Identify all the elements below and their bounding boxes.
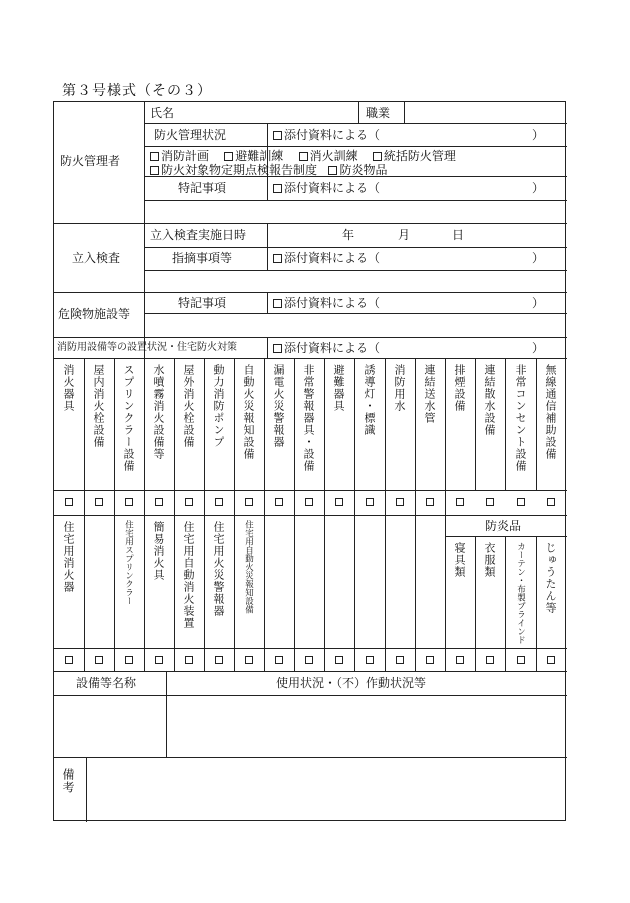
directions-checkbox[interactable]	[273, 254, 282, 263]
flame-retardant-checkbox[interactable]	[328, 166, 337, 175]
attached-directions-text: 添付資料による（	[273, 252, 380, 264]
fire-management-status-label: 防火管理状況	[154, 128, 227, 142]
cb-clothing[interactable]	[486, 656, 494, 664]
year-label: 年	[342, 228, 355, 242]
col-emergency-alarm: 非常警報器具・設備	[302, 364, 315, 472]
attached-checkbox[interactable]	[273, 131, 282, 140]
cb-curtains[interactable]	[517, 656, 525, 664]
cb-leakage-alarm[interactable]	[275, 498, 283, 506]
cb-guide-lights[interactable]	[366, 498, 374, 506]
col-smoke-exhaust: 排煙設備	[453, 364, 466, 412]
plan-label: 消防計画	[161, 149, 210, 163]
equipment-checkbox[interactable]	[273, 344, 282, 353]
col-sprinkler: スプリンクラー設備	[122, 364, 135, 472]
cb-evacuation-tools[interactable]	[335, 498, 343, 506]
attached-special-text: 添付資料による（	[273, 182, 380, 194]
cb-home-1[interactable]	[65, 656, 73, 664]
name-label: 氏名	[150, 106, 175, 120]
col-home-auto-fire-alarm: 住宅用自動火災報知設備	[243, 520, 254, 614]
cb-home-9[interactable]	[305, 656, 313, 664]
extinguish-checkbox[interactable]	[299, 152, 308, 161]
cb-power-pump[interactable]	[215, 498, 223, 506]
extinguish-label: 消火訓練	[309, 149, 358, 163]
col-emergency-outlet: 非常コンセント設備	[514, 364, 527, 472]
hazard-special-label: 特記事項	[178, 296, 227, 310]
equipment-name-label: 設備等名称	[76, 676, 137, 690]
col-simple-extinguisher: 簡易消火具	[152, 521, 165, 581]
hazard-label: 危険物施設等	[58, 307, 131, 321]
cb-carpet[interactable]	[547, 656, 555, 664]
special-notes-label: 特記事項	[178, 181, 227, 195]
col-home-extinguisher: 住宅用消火器	[62, 521, 75, 593]
cb-emergency-alarm[interactable]	[305, 498, 313, 506]
col-home-fire-alarm: 住宅用火災警報器	[212, 521, 225, 617]
cb-connecting-pipe[interactable]	[426, 498, 434, 506]
cb-auto-fire-alarm[interactable]	[245, 498, 253, 506]
job-label: 職業	[366, 106, 391, 120]
remarks-label: 備考	[61, 768, 75, 794]
cb-fire-water[interactable]	[396, 498, 404, 506]
col-connecting-pipe: 連結送水管	[423, 364, 436, 424]
col-outdoor-hydrant: 屋外消火栓設備	[182, 364, 195, 448]
col-clothing: 衣服類	[483, 542, 496, 578]
cb-home-4[interactable]	[155, 656, 163, 664]
flame-retardant-label: 防炎物品	[339, 163, 388, 177]
col-carpet: じゅうたん等	[544, 542, 557, 614]
inspection-report-checkbox[interactable]	[150, 166, 159, 175]
col-radio-comm: 無線通信補助設備	[544, 364, 557, 460]
attached-hazard-text: 添付資料による（	[273, 297, 380, 309]
cb-water-spray[interactable]	[155, 498, 163, 506]
attached-status-text: 添付資料による（	[273, 129, 380, 141]
month-label: 月	[398, 228, 411, 242]
inspection-label: 立入検査	[72, 251, 121, 265]
col-fire-extinguisher: 消火器具	[62, 364, 75, 412]
col-water-spray: 水噴霧消火設備等	[152, 364, 165, 460]
cb-sprinkler[interactable]	[125, 498, 133, 506]
cb-sprinkle-water[interactable]	[486, 498, 494, 506]
cb-home-10[interactable]	[335, 656, 343, 664]
col-home-auto-extinguisher: 住宅用自動消火装置	[182, 521, 195, 629]
cb-home-12[interactable]	[396, 656, 404, 664]
special-checkbox[interactable]	[273, 184, 282, 193]
cb-home-7[interactable]	[245, 656, 253, 664]
integrated-label: 統括防火管理	[383, 149, 456, 163]
hazard-checkbox[interactable]	[273, 299, 282, 308]
form-frame: 防火管理者 氏名 職業 防火管理状況 添付資料による（ ） 消防計画 避難訓練 消火訓練 統括防火管理 防火対象物定期点検報告制度 防炎物品 特記事項 添付資料による（ ） 立入検査 立入検査実施日時 年 月 日 指摘事項等 添付資料による（ ） 危険物施設等 特記事項 添付資料による（ ） 消防用設備等の設置状況・住宅防火対策 添付資料による（ ） 消火器具 屋内消火栓設備 スプリンクラー設備 水噴霧消火設備等 屋外消火栓設備 動力消防ポンプ 自動火災報知設備 漏電火災警報器 非常警報器具・設備 避難器具 誘導灯・標識 消防用水 連結送水管 排煙設備 連結散水設備 非常コンセント設備 無線通信補助設備 住宅用消火器 住宅用スプリンクラー 簡易消火具 住宅用自動消火装置 住宅用火災警報器 住宅用自動火災報知設備 防炎品 寝具類 衣服類 カーテン・布製ブラインド じゅうたん等 設備等名称 使用状況・（不）作動状況等 備考	[53, 101, 566, 821]
fire-retardant-label: 防炎品	[485, 519, 522, 533]
cb-home-8[interactable]	[275, 656, 283, 664]
options-row-2	[150, 164, 387, 176]
col-indoor-hydrant: 屋内消火栓設備	[92, 364, 105, 448]
col-fire-water: 消防用水	[393, 364, 406, 412]
cb-home-6[interactable]	[215, 656, 223, 664]
evacuation-checkbox[interactable]	[224, 152, 233, 161]
equipment-label: 消防用設備等の設置状況・住宅防火対策	[57, 342, 237, 353]
col-sprinkle-water: 連結散水設備	[483, 364, 496, 436]
cb-radio-comm[interactable]	[547, 498, 555, 506]
col-evacuation-tools: 避難器具	[332, 364, 345, 412]
col-bedding: 寝具類	[453, 542, 466, 578]
cb-fire-extinguisher[interactable]	[65, 498, 73, 506]
plan-checkbox[interactable]	[150, 152, 159, 161]
inspection-report-label: 防火対象物定期点検報告制度	[161, 163, 318, 177]
cb-emergency-outlet[interactable]	[517, 498, 525, 506]
cb-outdoor-hydrant[interactable]	[185, 498, 193, 506]
col-auto-fire-alarm: 自動火災報知設備	[242, 364, 255, 460]
col-leakage-alarm: 漏電火災警報器	[272, 364, 285, 448]
cb-indoor-hydrant[interactable]	[95, 498, 103, 506]
cb-bedding[interactable]	[456, 656, 464, 664]
directions-label: 指摘事項等	[172, 251, 233, 265]
inspection-date-label: 立入検査実施日時	[150, 228, 247, 242]
cb-home-3[interactable]	[125, 656, 133, 664]
cb-home-13[interactable]	[426, 656, 434, 664]
integrated-checkbox[interactable]	[373, 152, 382, 161]
fire-manager-label: 防火管理者	[60, 154, 121, 168]
day-label: 日	[452, 228, 465, 242]
col-guide-lights: 誘導灯・標識	[363, 364, 376, 436]
col-home-sprinkler: 住宅用スプリンクラー	[123, 520, 134, 605]
col-power-pump: 動力消防ポンプ	[212, 364, 225, 448]
options-row-1	[150, 150, 456, 162]
evacuation-label: 避難訓練	[235, 149, 284, 163]
cb-home-5[interactable]	[185, 656, 193, 664]
close-paren: ）	[532, 128, 545, 142]
cb-smoke-exhaust[interactable]	[456, 498, 464, 506]
col-curtains: カーテン・布製ブラインド	[515, 542, 526, 644]
cb-home-11[interactable]	[366, 656, 374, 664]
form-title: 第３号様式（その３）	[62, 83, 212, 99]
attached-equipment-text: 添付資料による（	[273, 342, 380, 354]
usage-status-label: 使用状況・（不）作動状況等	[276, 676, 427, 690]
cb-home-2[interactable]	[95, 656, 103, 664]
